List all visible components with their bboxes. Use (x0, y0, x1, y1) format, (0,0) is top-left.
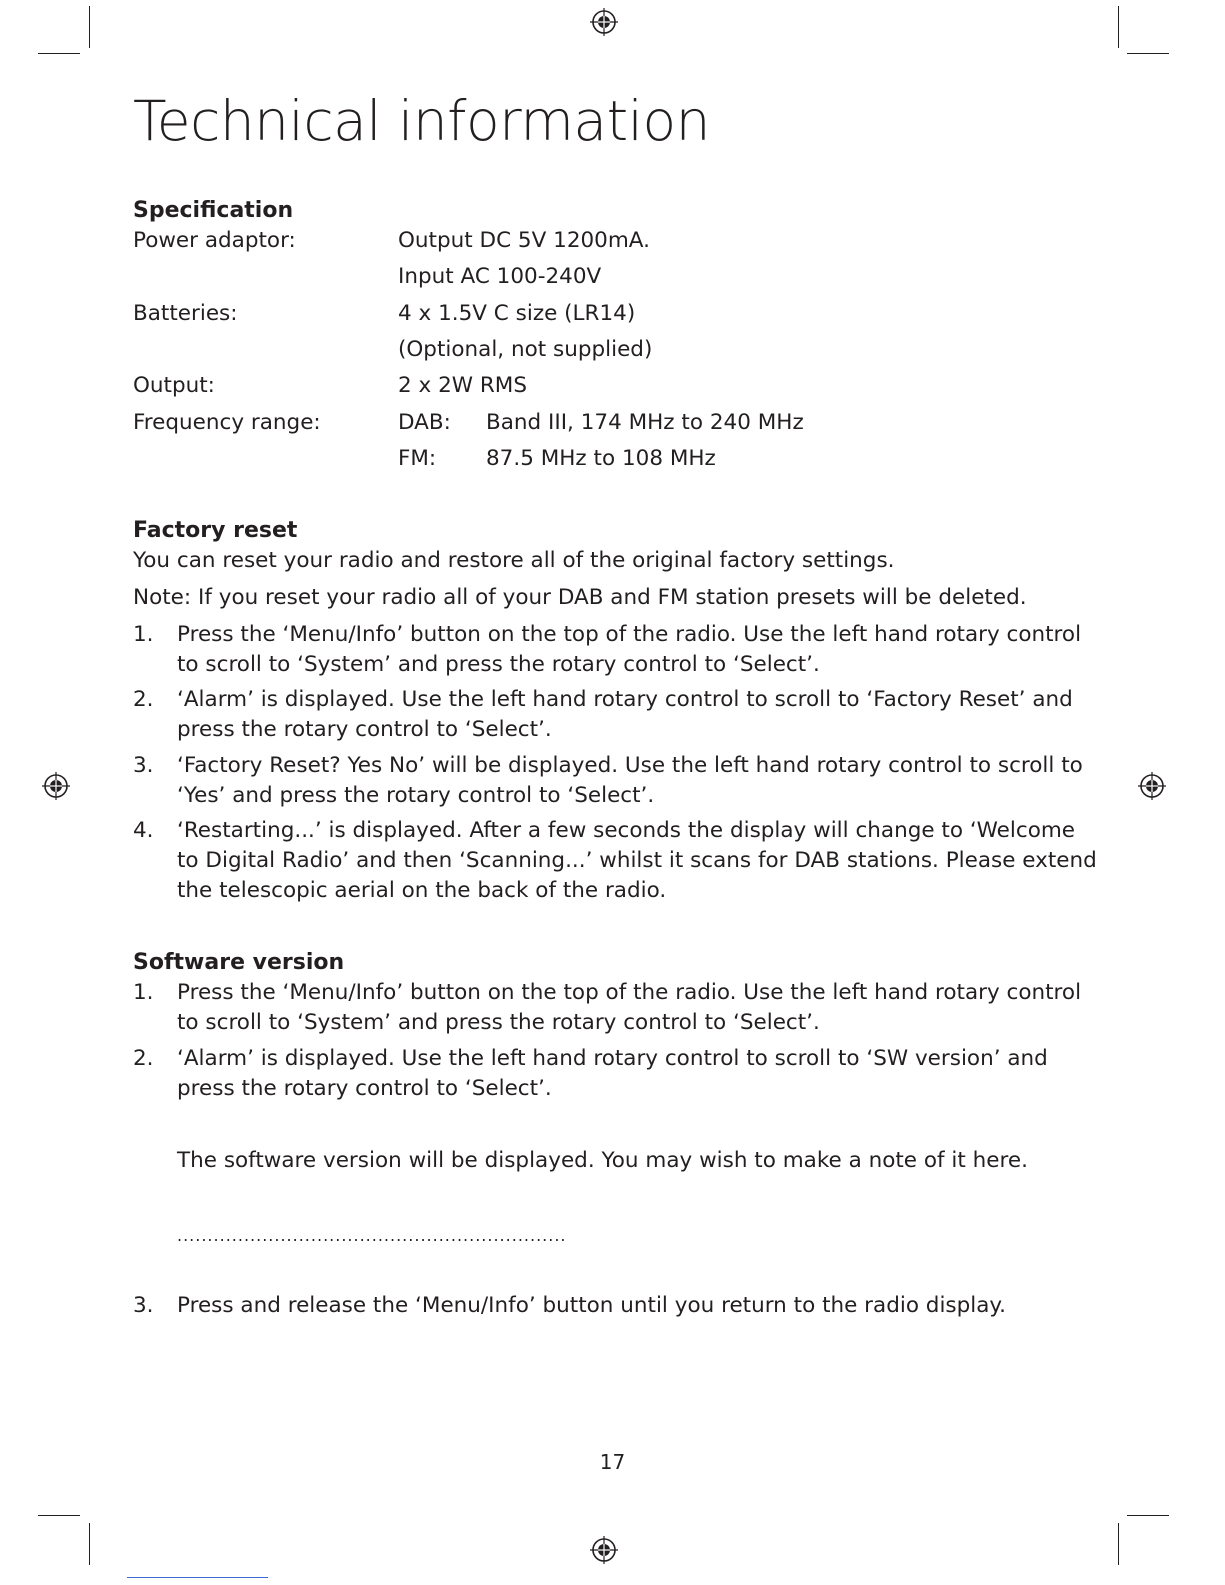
software-version-heading: Software version (133, 950, 345, 975)
spec-range-fm: 87.5 MHz to 108 MHz (486, 446, 716, 471)
step-text: ‘Restarting...’ is displayed. After a few seconds the display will change to ‘Welcome to Digital Radio’ and then ‘Scanning...’ whilst it scans for DAB stations. Please extend the telescopic aerial on the back of the radio. (177, 818, 1097, 903)
spec-value-output: 2 x 2W RMS (398, 373, 527, 398)
step-text: ‘Alarm’ is displayed. Use the left hand rotary control to scroll to ‘Factory Reset’ and press the rotary control to ‘Select’. (177, 687, 1073, 742)
spec-label-power-adaptor: Power adaptor: (133, 228, 296, 253)
spec-label-batteries: Batteries: (133, 301, 238, 326)
crop-mark (38, 53, 80, 54)
registration-mark-icon (589, 7, 619, 37)
spec-band-fm: FM: (398, 446, 437, 471)
step-number: 3. (133, 1293, 154, 1318)
crop-mark (1127, 1515, 1169, 1516)
factory-reset-intro: You can reset your radio and restore all of the original factory settings. (133, 548, 895, 573)
spec-value-batteries: 4 x 1.5V C size (LR14) (398, 301, 636, 326)
registration-mark-icon (41, 771, 71, 801)
spec-value-power-output: Output DC 5V 1200mA. (398, 228, 650, 253)
step-text: Press and release the ‘Menu/Info’ button until you return to the radio display. (177, 1293, 1006, 1318)
factory-reset-note: Note: If you reset your radio all of your DAB and FM station presets will be deleted. (133, 585, 1027, 610)
step-number: 1. (133, 622, 154, 647)
spec-value-batteries-note: (Optional, not supplied) (398, 337, 653, 362)
crop-mark (38, 1515, 80, 1516)
crop-mark (1118, 6, 1119, 48)
software-version-display-note: The software version will be displayed. You may wish to make a note of it here. (177, 1148, 1028, 1173)
step-number: 3. (133, 753, 154, 778)
page-title: Technical information (133, 89, 710, 153)
step-text: Press the ‘Menu/Info’ button on the top of the radio. Use the left hand rotary control to scroll to ‘System’ and press the rotary control to ‘Select’. (177, 980, 1082, 1035)
version-note-line: ................................................................ (177, 1226, 567, 1245)
registration-mark-icon (1137, 771, 1167, 801)
step-number: 2. (133, 1046, 154, 1071)
step-text: Press the ‘Menu/Info’ button on the top of the radio. Use the left hand rotary control to scroll to ‘System’ and press the rotary control to ‘Select’. (177, 622, 1082, 677)
step-number: 1. (133, 980, 154, 1005)
registration-mark-icon (589, 1535, 619, 1565)
spec-label-output: Output: (133, 373, 215, 398)
step-number: 4. (133, 818, 154, 843)
spec-value-power-input: Input AC 100-240V (398, 264, 602, 289)
step-number: 2. (133, 687, 154, 712)
crop-mark (89, 6, 90, 48)
factory-reset-heading: Factory reset (133, 518, 298, 543)
page-number: 17 (599, 1450, 626, 1474)
spec-label-frequency-range: Frequency range: (133, 410, 321, 435)
spec-range-dab: Band III, 174 MHz to 240 MHz (486, 410, 804, 435)
step-text: ‘Factory Reset? Yes No’ will be displayed. Use the left hand rotary control to scroll to ‘Yes’ and press the rotary control to ‘Select’. (177, 753, 1083, 808)
crop-mark (89, 1523, 90, 1565)
specification-heading: Specification (133, 198, 294, 223)
spec-band-dab: DAB: (398, 410, 451, 435)
crop-mark (1118, 1523, 1119, 1565)
step-text: ‘Alarm’ is displayed. Use the left hand rotary control to scroll to ‘SW version’ and press the rotary control to ‘Select’. (177, 1046, 1048, 1101)
bottom-rule (127, 1577, 268, 1578)
crop-mark (1127, 53, 1169, 54)
